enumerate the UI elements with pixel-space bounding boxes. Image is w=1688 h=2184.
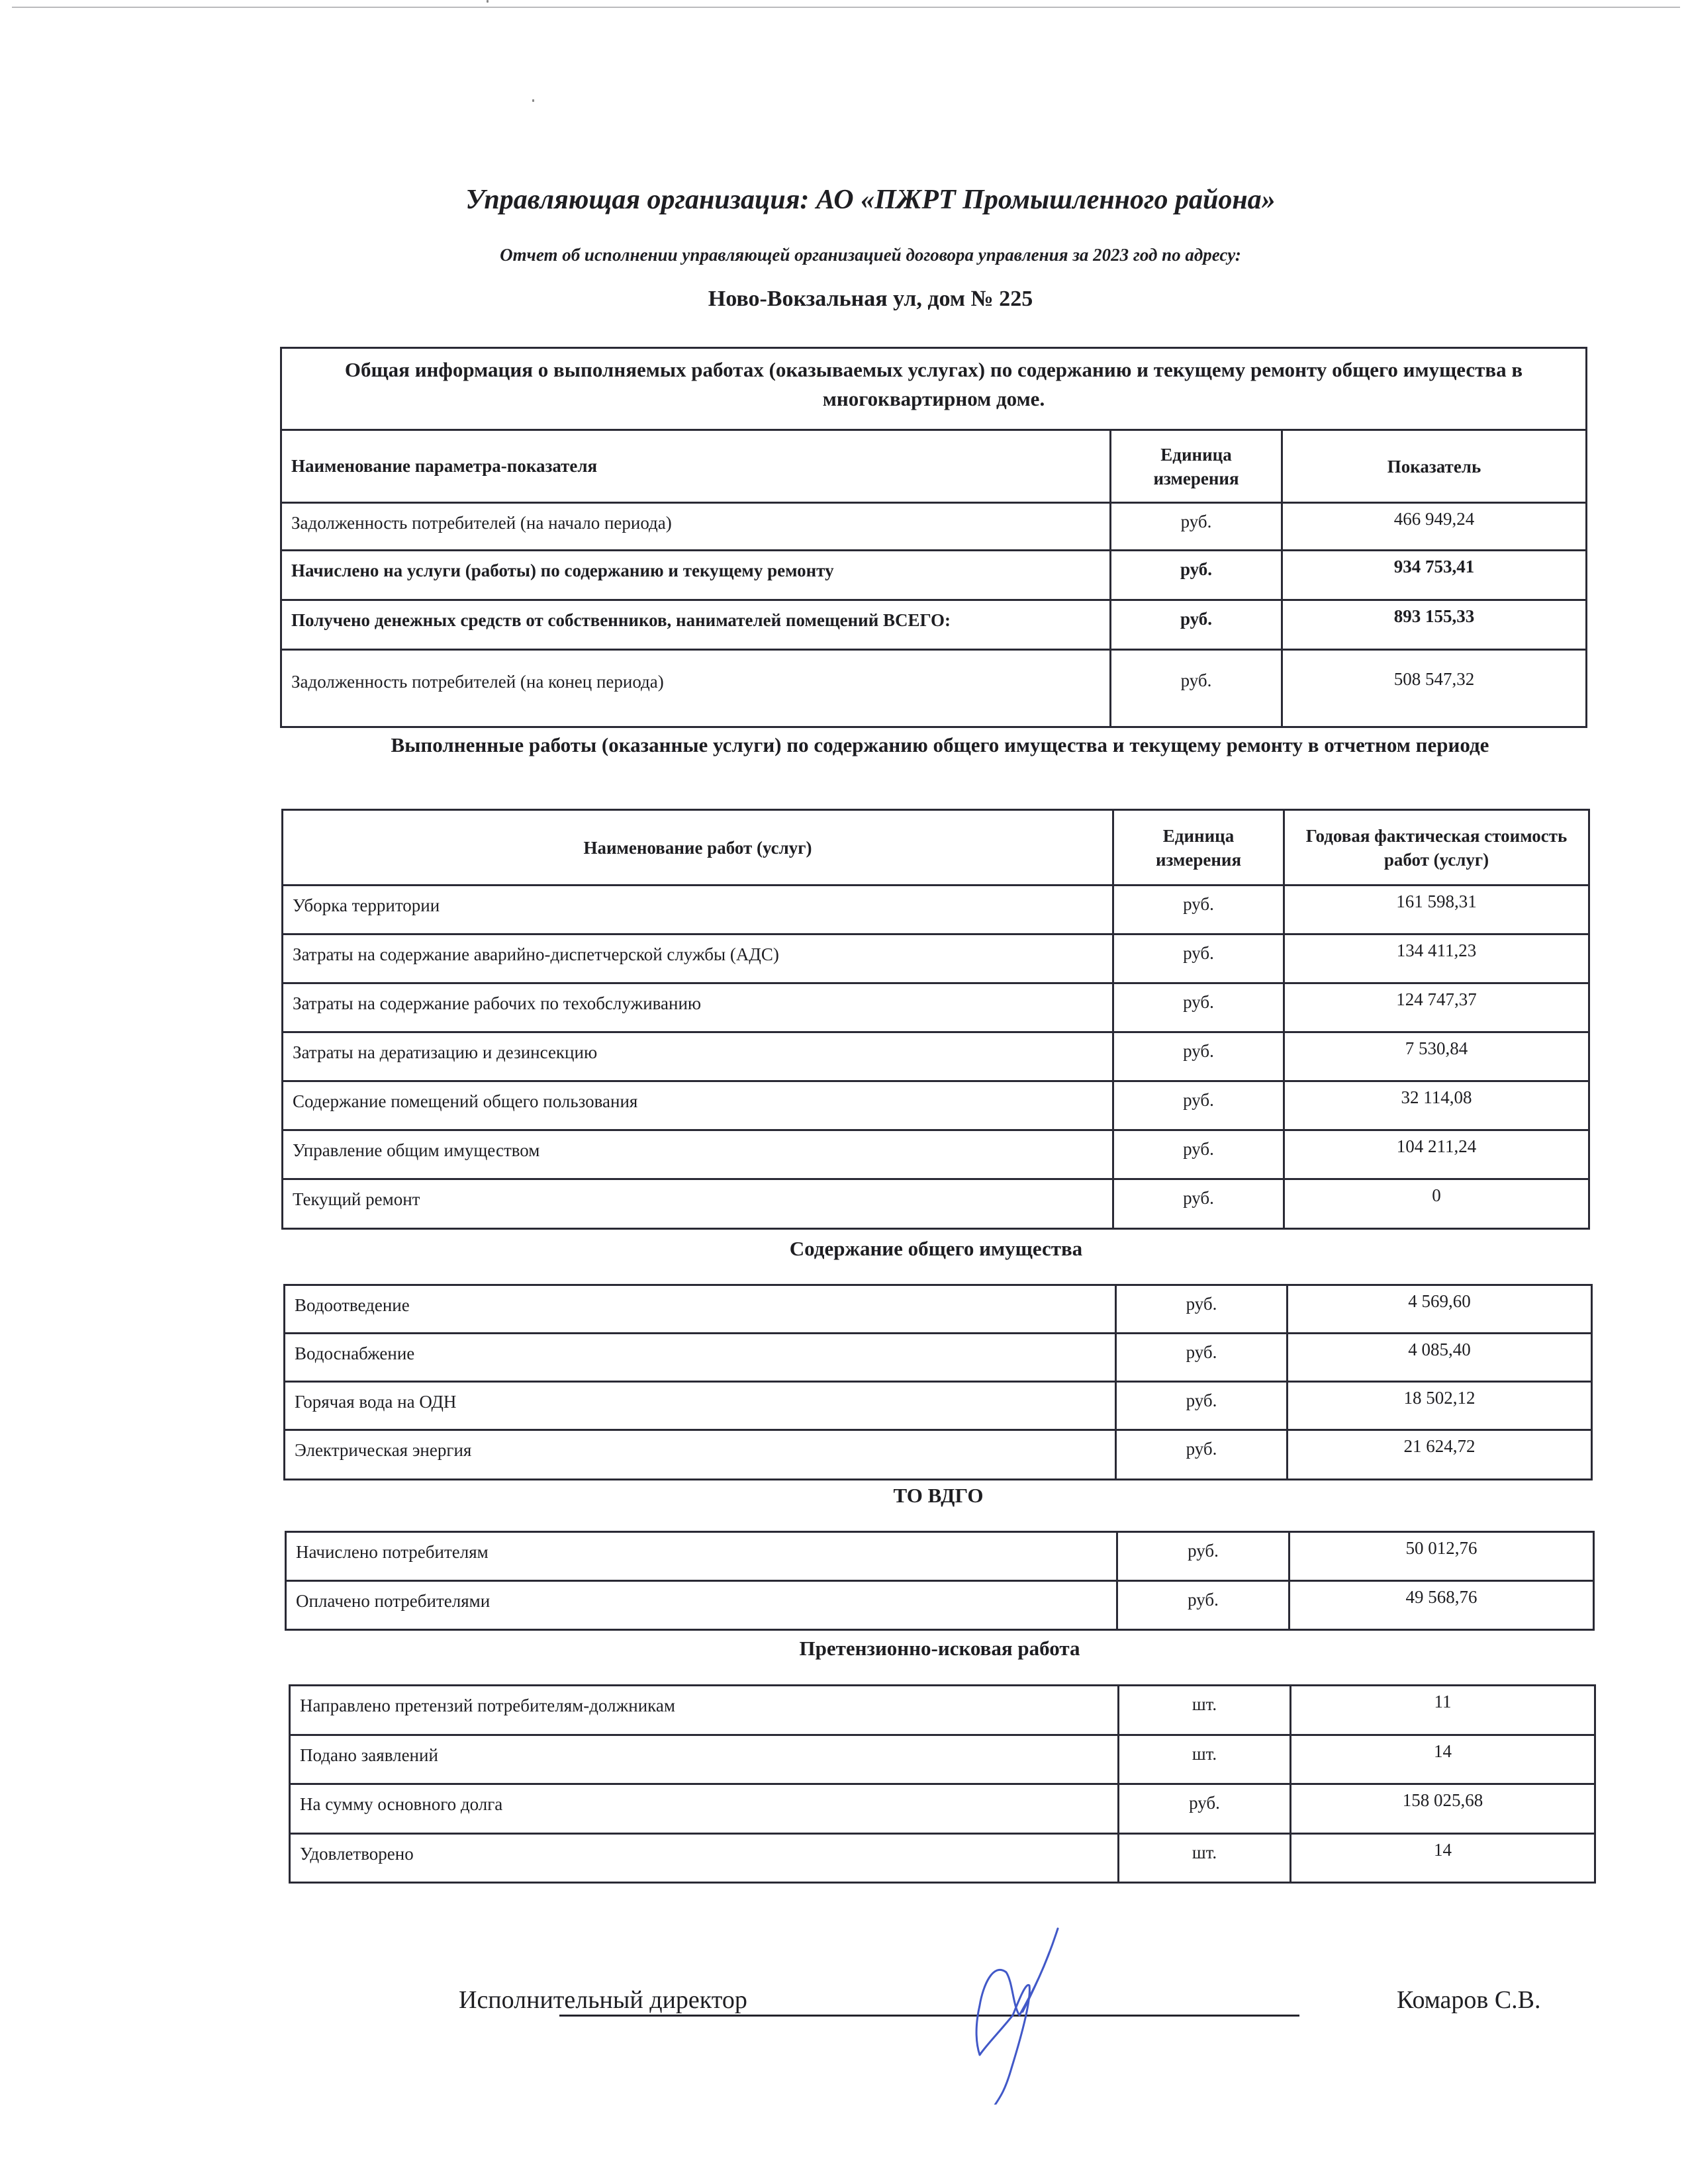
signatory-name: Комаров С.В. [1397,1986,1541,2014]
row-unit: руб. [1113,1130,1284,1179]
signature-position: Исполнительный директор [459,1986,747,2014]
row-value: 21 624,72 [1288,1430,1592,1480]
table-row [285,1430,1592,1480]
table-row [281,503,1587,551]
row-value: 158 025,68 [1291,1784,1595,1834]
row-value: 124 747,37 [1284,983,1589,1032]
row-name: Задолженность потребителей (на конец периода) [281,650,1111,727]
table-row [283,1081,1589,1130]
row-value: 893 155,33 [1282,600,1587,650]
row-unit: руб. [1113,1032,1284,1081]
row-value: 7 530,84 [1284,1032,1589,1081]
row-name: Начислено на услуги (работы) по содержанию и текущему ремонту [281,551,1111,600]
row-value: 14 [1291,1834,1595,1883]
row-name: Подано заявлений [290,1735,1119,1784]
row-name: Затраты на содержание рабочих по техобслуживанию [283,983,1113,1032]
row-unit: руб. [1113,934,1284,983]
column-header-annual-cost: Годовая фактическая стоимость работ (услуг) [1284,810,1589,886]
row-unit: руб. [1117,1581,1289,1630]
table-row [283,983,1589,1032]
row-unit: руб. [1116,1382,1288,1430]
table-row [290,1735,1595,1784]
table-row [283,1179,1589,1229]
table-row [285,1334,1592,1382]
scan-speck [532,99,534,102]
row-name: Уборка территории [283,886,1113,934]
table-row [290,1834,1595,1883]
row-unit: шт. [1119,1834,1291,1883]
common-property-table [283,1284,1593,1480]
general-info-table [280,347,1587,728]
row-name: Удовлетворено [290,1834,1119,1883]
table-row [283,886,1589,934]
row-value: 11 [1291,1686,1595,1735]
row-unit: шт. [1119,1735,1291,1784]
row-unit: руб. [1113,886,1284,934]
row-value: 508 547,32 [1282,650,1587,727]
column-header-parameter: Наименование параметра-показателя [281,430,1111,503]
row-name: Управление общим имуществом [283,1130,1113,1179]
table-row [285,1285,1592,1334]
row-name: На сумму основного долга [290,1784,1119,1834]
column-header-work-name: Наименование работ (услуг) [283,810,1113,886]
claims-table [289,1684,1596,1884]
row-value: 4 569,60 [1288,1285,1592,1334]
row-name: Направлено претензий потребителям-должникам [290,1686,1119,1735]
row-unit: руб. [1117,1532,1289,1581]
row-unit: руб. [1119,1784,1291,1834]
row-name: Затраты на содержание аварийно-диспетчерской службы (АДС) [283,934,1113,983]
row-unit: руб. [1111,650,1282,727]
row-name: Затраты на дератизацию и дезинсекцию [283,1032,1113,1081]
row-name: Оплачено потребителями [286,1581,1117,1630]
common-property-section-title: Содержание общего имущества [789,1237,1083,1260]
vdgo-table [285,1531,1595,1631]
row-unit: руб. [1116,1285,1288,1334]
row-value: 466 949,24 [1282,503,1587,551]
row-unit: руб. [1116,1334,1288,1382]
table-row [281,650,1587,727]
table-row [286,1532,1594,1581]
row-name: Получено денежных средств от собственников, нанимателей помещений ВСЕГО: [281,600,1111,650]
row-unit: руб. [1111,600,1282,650]
claims-section-title: Претензионно-исковая работа [799,1637,1080,1660]
scan-speck [487,0,489,3]
row-unit: руб. [1113,983,1284,1032]
row-name: Горячая вода на ОДН [285,1382,1116,1430]
row-value: 0 [1284,1179,1589,1229]
scan-edge-line [12,7,1680,8]
table-row [286,1581,1594,1630]
row-value: 104 211,24 [1284,1130,1589,1179]
row-value: 32 114,08 [1284,1081,1589,1130]
works-table [281,809,1590,1230]
row-name: Водоотведение [285,1285,1116,1334]
row-name: Текущий ремонт [283,1179,1113,1229]
row-value: 18 502,12 [1288,1382,1592,1430]
row-name: Начислено потребителям [286,1532,1117,1581]
column-header-value: Показатель [1282,430,1587,503]
table-row [290,1784,1595,1834]
row-value: 161 598,31 [1284,886,1589,934]
works-section-title: Выполненные работы (оказанные услуги) по содержанию общего имущества и текущему ремонту в отчетном периоде [391,733,1489,756]
row-value: 934 753,41 [1282,551,1587,600]
row-unit: руб. [1111,551,1282,600]
row-name: Задолженность потребителей (на начало периода) [281,503,1111,551]
table-row [290,1686,1595,1735]
row-name: Содержание помещений общего пользования [283,1081,1113,1130]
vdgo-section-title: ТО ВДГО [893,1484,984,1507]
row-value: 134 411,23 [1284,934,1589,983]
table-row [281,551,1587,600]
row-value: 49 568,76 [1289,1581,1594,1630]
row-name: Водоснабжение [285,1334,1116,1382]
row-name: Электрическая энергия [285,1430,1116,1480]
table-row [285,1382,1592,1430]
row-unit: шт. [1119,1686,1291,1735]
general-info-title: Общая информация о выполняемых работах (оказываемых услугах) по содержанию и текущему ремонту общего имущества в многоквартирном доме. [281,348,1587,430]
table-row [283,1032,1589,1081]
table-row [283,934,1589,983]
table-row [283,1130,1589,1179]
report-subtitle: Отчет об исполнении управляющей организацией договора управления за 2023 год по адресу: [500,245,1241,265]
row-value: 50 012,76 [1289,1532,1594,1581]
column-header-unit: Единица измерения [1111,430,1282,503]
handwritten-signature-icon [914,1906,1086,2105]
row-unit: руб. [1113,1081,1284,1130]
table-row [281,600,1587,650]
row-unit: руб. [1113,1179,1284,1229]
row-value: 14 [1291,1735,1595,1784]
row-unit: руб. [1111,503,1282,551]
column-header-unit: Единица измерения [1113,810,1284,886]
organization-title: Управляющая организация: АО «ПЖРТ Промышленного района» [465,185,1276,215]
address-title: Ново-Вокзальная ул, дом № 225 [708,287,1033,311]
row-value: 4 085,40 [1288,1334,1592,1382]
row-unit: руб. [1116,1430,1288,1480]
